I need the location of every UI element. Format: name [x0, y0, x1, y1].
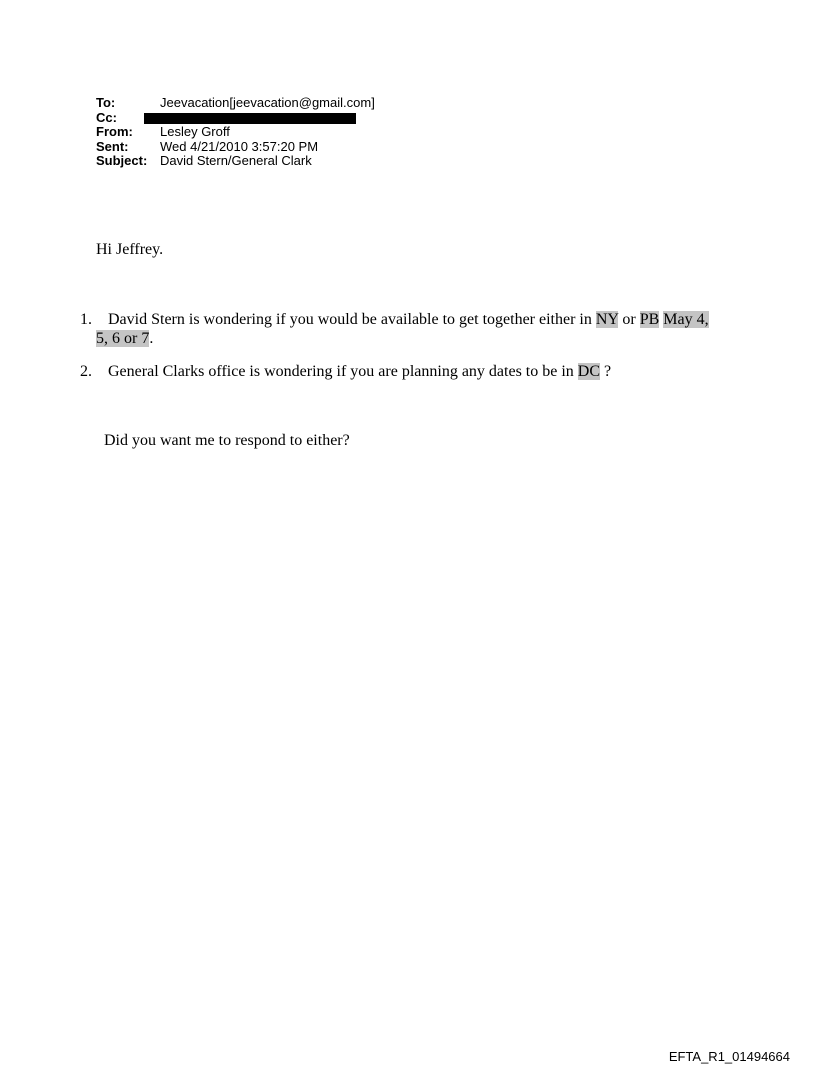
to-row	[96, 96, 375, 111]
subject-value: David Stern/General Clark	[160, 153, 312, 168]
greeting: Hi Jeffrey.	[96, 241, 164, 258]
highlight-dates-part1: May 4,	[663, 311, 709, 328]
highlight-ny: NY	[595, 311, 619, 328]
from-row	[96, 125, 375, 140]
list-item-1-or: or	[622, 311, 636, 328]
list-item-1-line1	[80, 310, 740, 329]
cc-redaction	[144, 113, 356, 124]
list-item-1-number: 1.	[80, 311, 92, 328]
highlight-dates-part2: 5, 6 or 7	[96, 330, 150, 347]
list-item-1-end: .	[149, 330, 154, 347]
highlight-pb: PB	[639, 311, 660, 328]
cc-row	[96, 111, 375, 126]
to-label: To:	[96, 95, 116, 110]
document-id: EFTA_R1_01494664	[668, 1049, 790, 1064]
highlight-dc: DC	[577, 363, 601, 380]
from-value: Lesley Groff	[160, 124, 230, 139]
list-item-1	[80, 310, 740, 348]
sent-row	[96, 140, 375, 155]
to-value: Jeevacation[jeevacation@gmail.com]	[160, 95, 375, 110]
subject-label: Subject:	[96, 153, 148, 168]
list-item-2-text: General Clarks office is wondering if you are planning any dates to be in	[108, 363, 574, 380]
list-item-2-number: 2.	[80, 363, 92, 380]
closing-question: Did you want me to respond to either?	[104, 432, 350, 449]
from-label: From:	[96, 124, 133, 139]
sent-label: Sent:	[96, 138, 129, 154]
list-item-1-text: David Stern is wondering if you would be available to get together either in	[108, 311, 592, 328]
sent-value: Wed 4/21/2010 3:57:20 PM	[160, 138, 319, 154]
list-item-1-line2	[80, 329, 740, 348]
subject-row	[96, 154, 375, 169]
list-item-2	[80, 362, 740, 381]
email-header	[96, 96, 375, 169]
list-item-2-end: ?	[604, 363, 612, 380]
cc-label: Cc:	[96, 109, 117, 125]
